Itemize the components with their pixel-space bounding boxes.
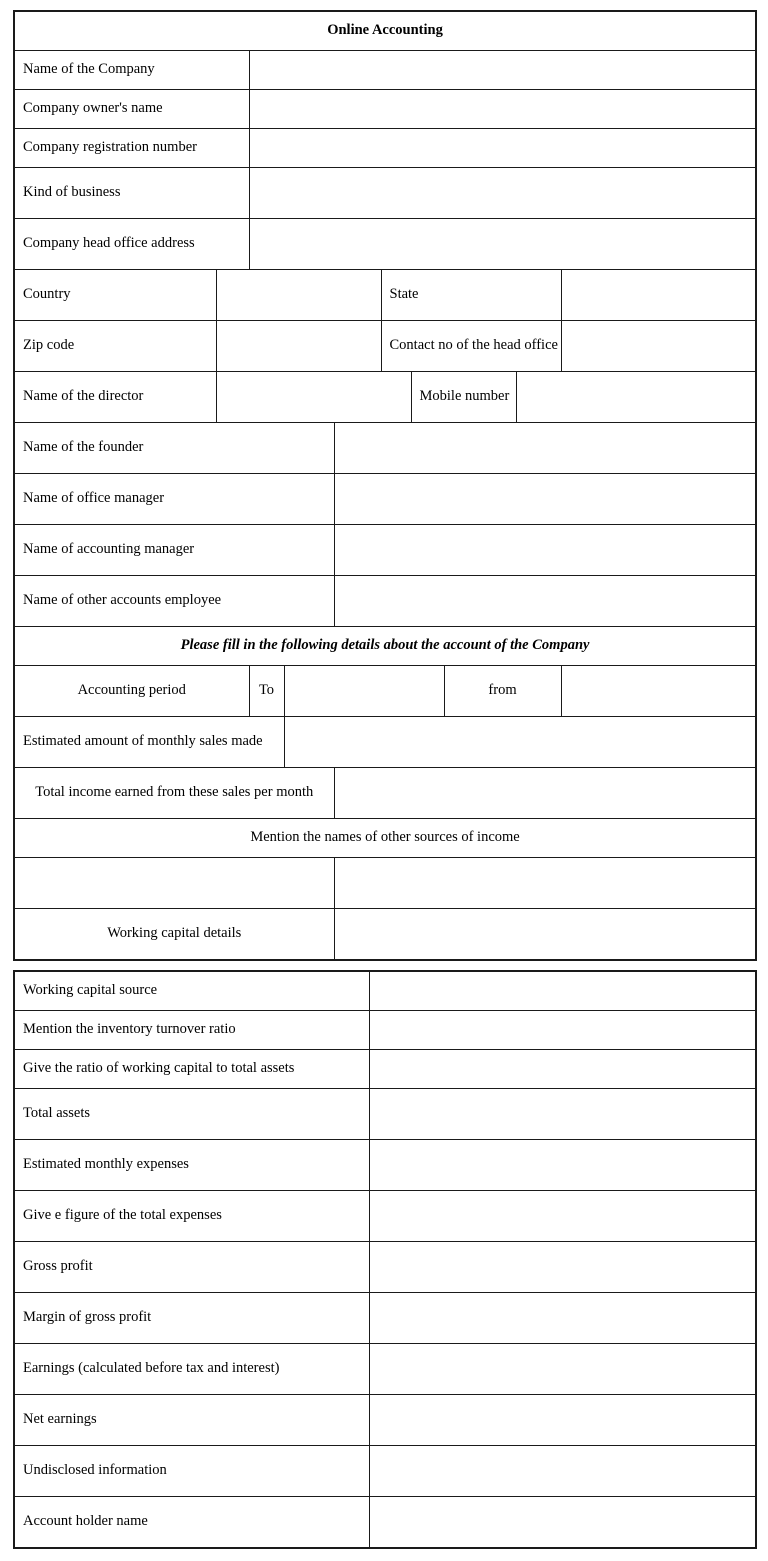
income-sources-header-row xyxy=(14,819,756,858)
label-estimated-monthly-expenses: Estimated monthly expenses xyxy=(14,1140,369,1191)
field-inventory-turnover-ratio[interactable] xyxy=(369,1011,756,1050)
label-gross-profit-margin: Margin of gross profit xyxy=(14,1293,369,1344)
field-state[interactable] xyxy=(561,270,756,321)
field-period-from[interactable] xyxy=(561,666,756,717)
field-undisclosed-information[interactable] xyxy=(369,1446,756,1497)
label-accounting-period: Accounting period xyxy=(14,666,249,717)
label-total-assets: Total assets xyxy=(14,1089,369,1140)
table-row-estimated-monthly-expenses xyxy=(14,1140,756,1191)
field-period-to[interactable] xyxy=(284,666,444,717)
label-net-earnings: Net earnings xyxy=(14,1395,369,1446)
label-period-from: from xyxy=(444,666,561,717)
main-form-table xyxy=(13,10,757,961)
table-row-owner-name xyxy=(14,90,756,129)
label-country: Country xyxy=(14,270,216,321)
label-office-manager: Name of office manager xyxy=(14,474,334,525)
field-working-capital-source[interactable] xyxy=(369,971,756,1011)
field-estimated-monthly-expenses[interactable] xyxy=(369,1140,756,1191)
table-row-other-accounts-employee xyxy=(14,576,756,627)
label-founder-name: Name of the founder xyxy=(14,423,334,474)
table-row-account-holder-name xyxy=(14,1497,756,1549)
table-row-total-income xyxy=(14,768,756,819)
table-row-accounting-period xyxy=(14,666,756,717)
table-row-total-expenses-figure xyxy=(14,1191,756,1242)
label-mobile-number: Mobile number xyxy=(411,372,516,423)
label-undisclosed-information: Undisclosed information xyxy=(14,1446,369,1497)
label-account-holder-name: Account holder name xyxy=(14,1497,369,1549)
field-zip-code[interactable] xyxy=(216,321,381,372)
field-founder-name[interactable] xyxy=(334,423,756,474)
field-working-capital-ratio[interactable] xyxy=(369,1050,756,1089)
label-zip-code: Zip code xyxy=(14,321,216,372)
table-row-office-manager xyxy=(14,474,756,525)
field-company-name[interactable] xyxy=(249,51,756,90)
label-earnings-before-tax: Earnings (calculated before tax and interest) xyxy=(14,1344,369,1395)
label-director-name: Name of the director xyxy=(14,372,216,423)
field-net-earnings[interactable] xyxy=(369,1395,756,1446)
table-row-kind-of-business xyxy=(14,168,756,219)
table-row-working-capital-source xyxy=(14,971,756,1011)
field-income-source-right[interactable] xyxy=(334,858,756,909)
label-company-name: Name of the Company xyxy=(14,51,249,90)
label-working-capital-ratio: Give the ratio of working capital to total assets xyxy=(14,1050,369,1089)
page-title: Online Accounting xyxy=(14,11,756,51)
field-account-holder-name[interactable] xyxy=(369,1497,756,1549)
table-row-income-source-blank xyxy=(14,858,756,909)
field-director-name[interactable] xyxy=(216,372,411,423)
table-row-estimated-monthly-sales xyxy=(14,717,756,768)
label-working-capital-source: Working capital source xyxy=(14,971,369,1011)
field-owner-name[interactable] xyxy=(249,90,756,129)
table-row-net-earnings xyxy=(14,1395,756,1446)
field-accounting-manager[interactable] xyxy=(334,525,756,576)
income-sources-header: Mention the names of other sources of income xyxy=(14,819,756,858)
field-total-income[interactable] xyxy=(334,768,756,819)
field-income-source-left[interactable] xyxy=(14,858,334,909)
field-gross-profit[interactable] xyxy=(369,1242,756,1293)
field-other-accounts-employee[interactable] xyxy=(334,576,756,627)
field-registration-number[interactable] xyxy=(249,129,756,168)
table-row-zip-contact xyxy=(14,321,756,372)
label-head-office-contact: Contact no of the head office xyxy=(381,321,561,372)
table-row-undisclosed-information xyxy=(14,1446,756,1497)
label-kind-of-business: Kind of business xyxy=(14,168,249,219)
form-title-row xyxy=(14,11,756,51)
field-head-office-address[interactable] xyxy=(249,219,756,270)
label-period-to: To xyxy=(249,666,284,717)
label-total-income: Total income earned from these sales per month xyxy=(14,768,334,819)
table-row-accounting-manager xyxy=(14,525,756,576)
field-total-assets[interactable] xyxy=(369,1089,756,1140)
label-owner-name: Company owner's name xyxy=(14,90,249,129)
table-row-company-name xyxy=(14,51,756,90)
table-row-inventory-turnover-ratio xyxy=(14,1011,756,1050)
table-row-earnings-before-tax xyxy=(14,1344,756,1395)
table-separator xyxy=(13,961,755,970)
table-row-founder xyxy=(14,423,756,474)
table-row-gross-profit-margin xyxy=(14,1293,756,1344)
label-accounting-manager: Name of accounting manager xyxy=(14,525,334,576)
table-row-registration-number xyxy=(14,129,756,168)
label-other-accounts-employee: Name of other accounts employee xyxy=(14,576,334,627)
field-mobile-number[interactable] xyxy=(516,372,756,423)
account-section-banner: Please fill in the following details about the account of the Company xyxy=(14,627,756,666)
label-estimated-monthly-sales: Estimated amount of monthly sales made xyxy=(14,717,284,768)
label-working-capital-details: Working capital details xyxy=(14,909,334,961)
table-row-working-capital-details xyxy=(14,909,756,961)
label-total-expenses-figure: Give e figure of the total expenses xyxy=(14,1191,369,1242)
field-country[interactable] xyxy=(216,270,381,321)
table-row-country-state xyxy=(14,270,756,321)
table-row-gross-profit xyxy=(14,1242,756,1293)
field-working-capital-details[interactable] xyxy=(334,909,756,961)
field-head-office-contact[interactable] xyxy=(561,321,756,372)
table-row-working-capital-ratio xyxy=(14,1050,756,1089)
label-registration-number: Company registration number xyxy=(14,129,249,168)
table-row-director-mobile xyxy=(14,372,756,423)
account-section-banner-row xyxy=(14,627,756,666)
label-head-office-address: Company head office address xyxy=(14,219,249,270)
field-total-expenses-figure[interactable] xyxy=(369,1191,756,1242)
field-earnings-before-tax[interactable] xyxy=(369,1344,756,1395)
table-row-head-office-address xyxy=(14,219,756,270)
field-kind-of-business[interactable] xyxy=(249,168,756,219)
label-inventory-turnover-ratio: Mention the inventory turnover ratio xyxy=(14,1011,369,1050)
label-gross-profit: Gross profit xyxy=(14,1242,369,1293)
field-office-manager[interactable] xyxy=(334,474,756,525)
table-row-total-assets xyxy=(14,1089,756,1140)
field-gross-profit-margin[interactable] xyxy=(369,1293,756,1344)
financials-table xyxy=(13,970,757,1549)
label-state: State xyxy=(381,270,561,321)
field-estimated-monthly-sales[interactable] xyxy=(284,717,756,768)
